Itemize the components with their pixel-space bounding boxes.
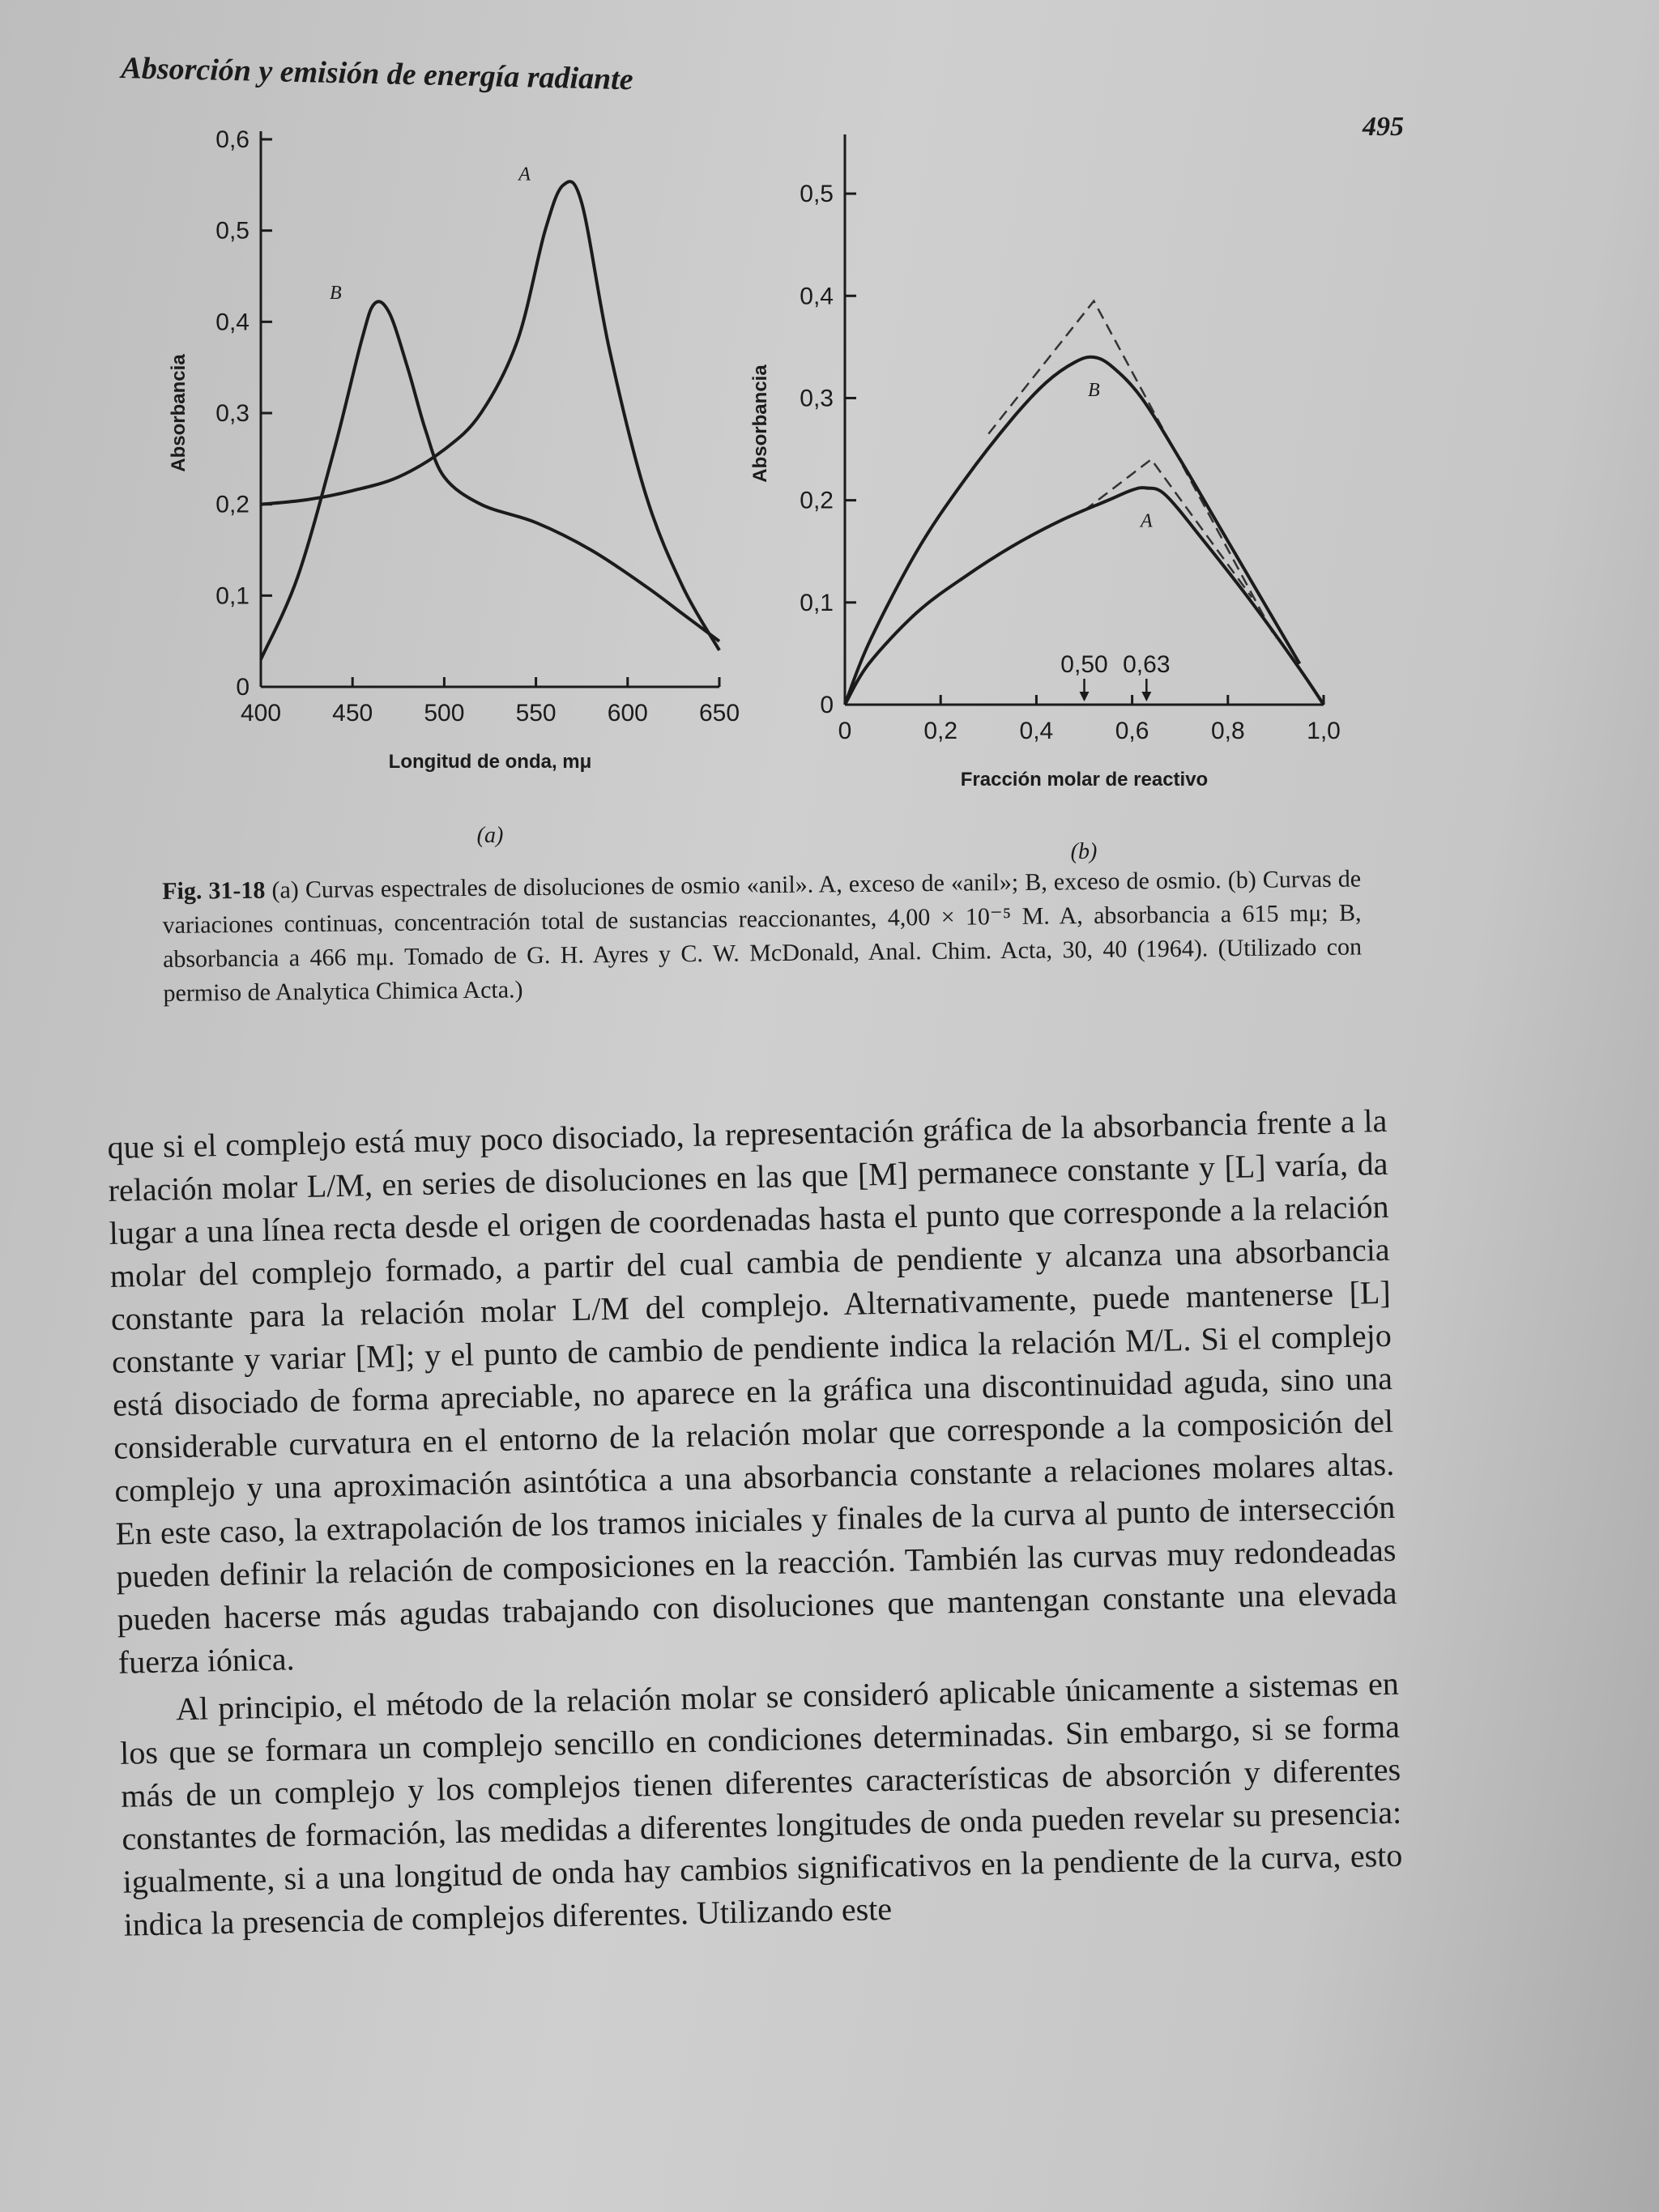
series-label: A: [518, 164, 531, 185]
x-tick-label: 0,8: [1210, 718, 1245, 744]
y-tick-label: 0,5: [215, 217, 249, 245]
extrapolation-line: [1085, 459, 1252, 597]
x-tick-label: 650: [698, 700, 740, 727]
extrapolation-line: [988, 301, 1276, 638]
y-axis-title: Absorbancia: [168, 354, 190, 472]
series-label: B: [1087, 379, 1100, 401]
panel-label: (b): [1070, 839, 1098, 864]
y-tick-label: 0,4: [800, 283, 834, 310]
y-tick-label: 0,3: [800, 385, 834, 412]
caption-label: Fig. 31-18: [162, 876, 266, 905]
y-tick-label: 0: [820, 692, 834, 718]
x-tick-label: 550: [515, 700, 557, 727]
x-tick-label: 450: [332, 700, 373, 727]
paragraph-1: que si el complejo está muy poco disociado, la representación gráfica de la absorbancia frente a la relación molar L/M, en series de disoluciones en las que [M] permanece constante y [L] varía, da lugar a una línea recta desde el origen de coordenadas hasta el punto que corresponde a la relación molar del complejo formado, a partir del cual cambia de pendiente y alcanza una absorbancia constante para la relación molar L/M del complejo. Alternativamente, puede mantenerse [L] constante y variar [M]; y el punto de cambio de pendiente indica la relación M/L. Si el complejo está disociado de forma apreciable, no aparece en la gráfica una discontinuidad aguda, sino una considerable curvatura en el entorno de la relación molar que corresponde a la composición del complejo y una aproximación asintótica a una absorbancia constante a relaciones molares altas. En este caso, la extrapolación de los tramos iniciales y finales de la curva al punto de intersección pueden definir la relación de composiciones en la reacción. También las curvas muy redondeadas pueden hacerse más agudas trabajando con disoluciones que mantengan constante una elevada fuerza iónica.: [107, 1102, 1397, 1681]
figure-caption: [162, 863, 1363, 1011]
series-label: B: [330, 282, 342, 304]
x-tick-label: 600: [607, 700, 648, 727]
annotation-arrowhead: [1080, 692, 1090, 701]
annotation-label: 0,63: [1123, 651, 1171, 678]
x-tick-label: 0,4: [1019, 718, 1054, 744]
chart-panel-a: [168, 126, 740, 848]
panel-label: (a): [476, 823, 504, 848]
series-B-line: [261, 301, 719, 659]
y-tick-label: 0,1: [215, 582, 249, 610]
x-tick-label: 0,6: [1115, 718, 1149, 744]
y-axis-title: Absorbancia: [749, 364, 771, 483]
x-tick-label: 500: [424, 700, 465, 727]
caption-text: (a) Curvas espectrales de disoluciones de osmio «anil». A, exceso de «anil»; B, exceso de osmio. (b) Curvas de variaciones continuas, concentración total de sustancias reaccionantes, 4,00 × 10⁻⁵ M. A, absorbancia a 615 mμ; B, absorbancia a 466 mμ. Tomado de G. H. Ayres y C. W. McDonald, Anal. Chim. Acta, 30, 40 (1964). (Utilizado con permiso de Analytica Chimica Acta.): [162, 865, 1363, 1007]
y-tick-label: 0,5: [800, 181, 834, 208]
paragraph-2: Al principio, el método de la relación molar se consideró aplicable únicamente a sistemas en los que se formara un complejo sencillo en condiciones determinadas. Sin embargo, si se forma más de un complejo y los complejos tienen diferentes características de absorción y diferentes constantes de formación, las medidas a diferentes longitudes de onda pueden revelar su presencia: igualmente, si a una longitud de onda hay cambios significativos en la pendiente de la curva, esto indica la presencia de complejos diferentes. Utilizando este: [119, 1664, 1403, 1943]
x-tick-label: 400: [240, 700, 282, 727]
series-A-line: [261, 181, 719, 650]
y-tick-label: 0,2: [215, 491, 249, 518]
annotation-arrowhead: [1141, 692, 1151, 701]
series-label: A: [1140, 510, 1153, 532]
y-tick-label: 0,3: [215, 400, 249, 427]
annotation-label: 0,50: [1060, 651, 1108, 678]
x-axis-title: Longitud de onda, mμ: [388, 751, 592, 773]
figure-charts: [0, 0, 1659, 891]
y-tick-label: 0,2: [800, 487, 834, 514]
x-tick-label: 0: [838, 718, 852, 744]
body-text: [107, 1099, 1404, 1946]
y-tick-label: 0,1: [800, 589, 834, 616]
chart-panel-b: [749, 134, 1341, 864]
running-head: Absorción y emisión de energía radiante: [121, 50, 634, 97]
page-number: 495: [1363, 112, 1404, 142]
y-tick-label: 0,4: [215, 309, 249, 336]
x-axis-title: Fracción molar de reactivo: [960, 769, 1209, 791]
x-tick-label: 0,2: [923, 718, 958, 744]
y-tick-label: 0: [236, 674, 249, 701]
figure-31-18: [0, 0, 1659, 891]
x-tick-label: 1,0: [1307, 718, 1341, 744]
y-tick-label: 0,6: [215, 126, 249, 153]
